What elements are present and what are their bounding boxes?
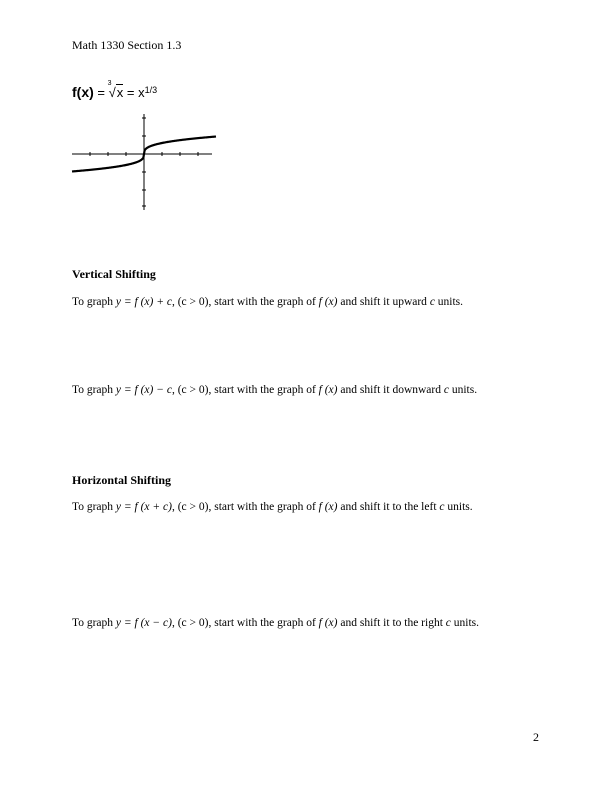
formula-equals-1: = bbox=[97, 85, 105, 100]
rule-suffix: units. bbox=[444, 501, 473, 513]
rule-c: c bbox=[439, 501, 445, 513]
rule-prefix: To graph bbox=[72, 501, 116, 513]
rule-condition: , (c > 0), start with the graph of bbox=[171, 617, 319, 629]
rule-fx: f (x) bbox=[318, 617, 338, 629]
horizontal-shifting-heading: Horizontal Shifting bbox=[72, 473, 172, 487]
horizontal-shift-left-rule bbox=[72, 501, 473, 513]
rule-condition: , (c > 0), start with the graph of bbox=[171, 296, 319, 308]
rule-action: and shift it downward bbox=[337, 384, 444, 396]
rule-equation: y = f (x) + c bbox=[115, 296, 172, 308]
radicand: x bbox=[116, 85, 124, 100]
rule-action: and shift it upward bbox=[337, 296, 430, 308]
horizontal-shift-right-rule bbox=[72, 617, 479, 629]
formula-equals-2: = bbox=[126, 85, 135, 100]
rule-c: c bbox=[429, 296, 435, 308]
page-number: 2 bbox=[533, 730, 539, 744]
rule-equation: y = f (x + c) bbox=[115, 501, 172, 513]
vertical-shift-up-rule bbox=[72, 296, 463, 308]
rule-c: c bbox=[445, 617, 451, 629]
cube-root-expression: 3 √x bbox=[107, 80, 124, 100]
rule-suffix: units. bbox=[450, 617, 480, 629]
rule-fx: f (x) bbox=[318, 501, 338, 513]
vertical-shift-down-rule bbox=[72, 384, 477, 396]
rule-prefix: To graph bbox=[72, 296, 116, 308]
page-header: Math 1330 Section 1.3 bbox=[72, 38, 182, 52]
rule-condition: , (c > 0), start with the graph of bbox=[171, 501, 319, 513]
rule-equation: y = f (x) − c bbox=[115, 384, 172, 396]
rule-prefix: To graph bbox=[72, 617, 116, 629]
rule-c: c bbox=[443, 384, 449, 396]
formula-base: x bbox=[138, 85, 145, 100]
formula-exponent: 1/3 bbox=[144, 85, 158, 95]
rule-action: and shift it to the left bbox=[337, 501, 440, 513]
cube-root-graph bbox=[60, 110, 220, 220]
rule-suffix: units. bbox=[434, 296, 464, 308]
rule-fx: f (x) bbox=[318, 296, 338, 308]
rule-action: and shift it to the right bbox=[337, 617, 446, 629]
rule-prefix: To graph bbox=[72, 384, 116, 396]
rule-suffix: units. bbox=[448, 384, 478, 396]
rule-equation: y = f (x − c) bbox=[115, 617, 172, 629]
formula-lhs: f(x) bbox=[72, 84, 94, 100]
root-index: 3 bbox=[107, 80, 112, 87]
rule-fx: f (x) bbox=[318, 384, 338, 396]
cube-root-formula bbox=[72, 80, 158, 100]
vertical-shifting-heading: Vertical Shifting bbox=[72, 267, 156, 281]
rule-condition: , (c > 0), start with the graph of bbox=[171, 384, 319, 396]
